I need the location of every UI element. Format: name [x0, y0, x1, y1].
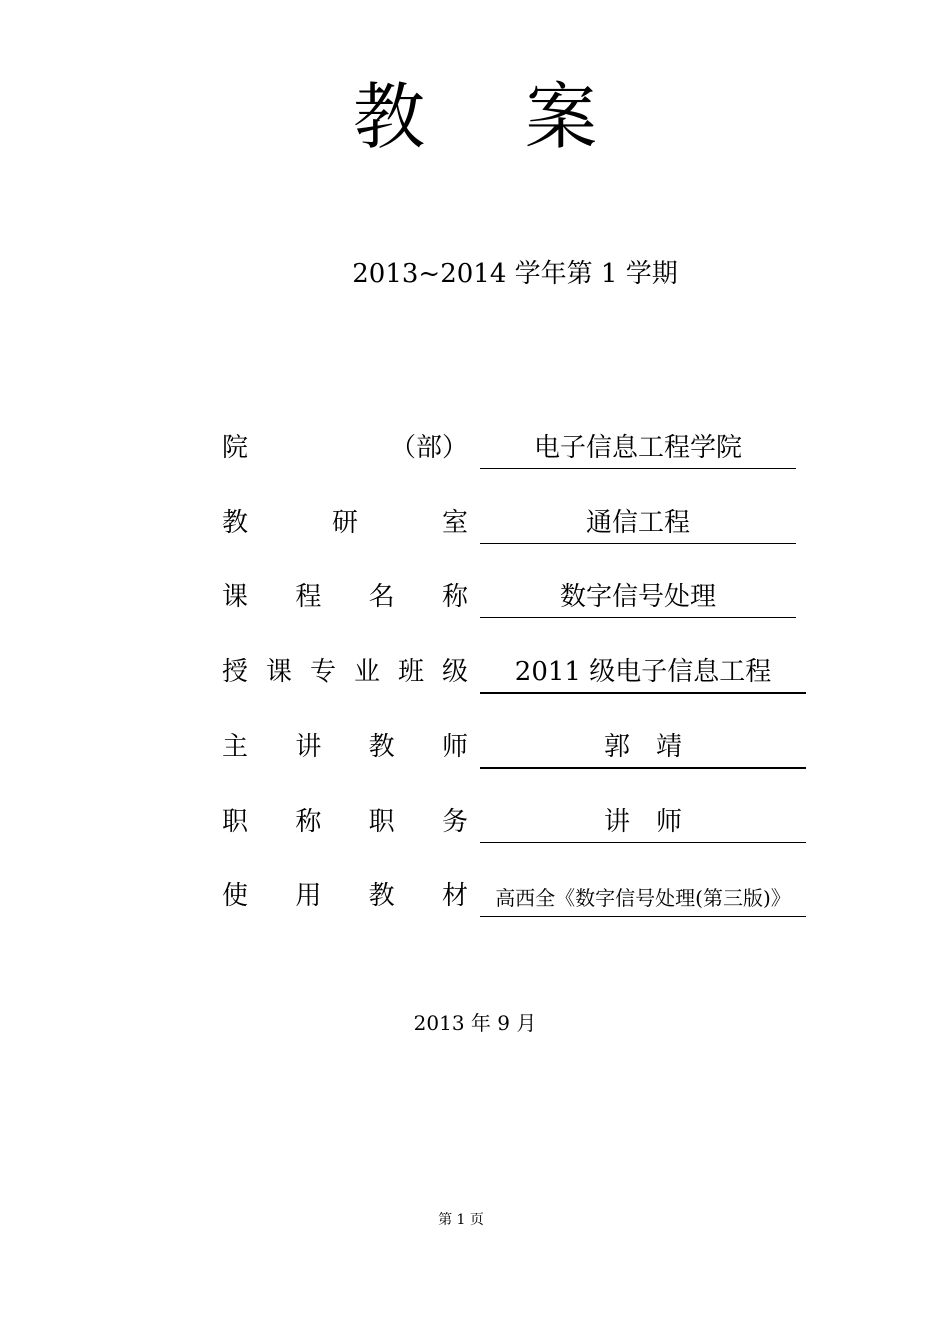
field-label-department-left: 院 [222, 433, 249, 463]
document-title: 教案 [352, 75, 697, 159]
field-label-title: 职称职务 [222, 807, 468, 837]
field-label-office: 教研室 [222, 508, 468, 538]
field-value-textbook: 高西全《数字信号处理(第三版)》 [480, 876, 806, 917]
field-value-teacher: 郭 靖 [480, 727, 806, 769]
field-label-teacher: 主讲教师 [222, 732, 468, 762]
document-date: 2013 年 9 月 [413, 1011, 537, 1035]
field-label-department [222, 428, 468, 468]
field-label-course: 课程名称 [222, 582, 468, 612]
field-value-department: 电子信息工程学院 [480, 428, 796, 469]
field-label-department-right: （部） [389, 433, 468, 463]
field-value-class: 2011 级电子信息工程 [480, 652, 806, 694]
field-value-title: 讲 师 [480, 802, 806, 843]
page-number: 第 1 页 [438, 1212, 484, 1228]
field-value-course: 数字信号处理 [480, 577, 796, 618]
field-label-class: 授课专业班级 [222, 657, 468, 687]
term-line: 2013~2014 学年第 1 学期 [352, 259, 678, 289]
field-value-office: 通信工程 [480, 503, 796, 544]
field-label-textbook: 使用教材 [222, 881, 468, 911]
